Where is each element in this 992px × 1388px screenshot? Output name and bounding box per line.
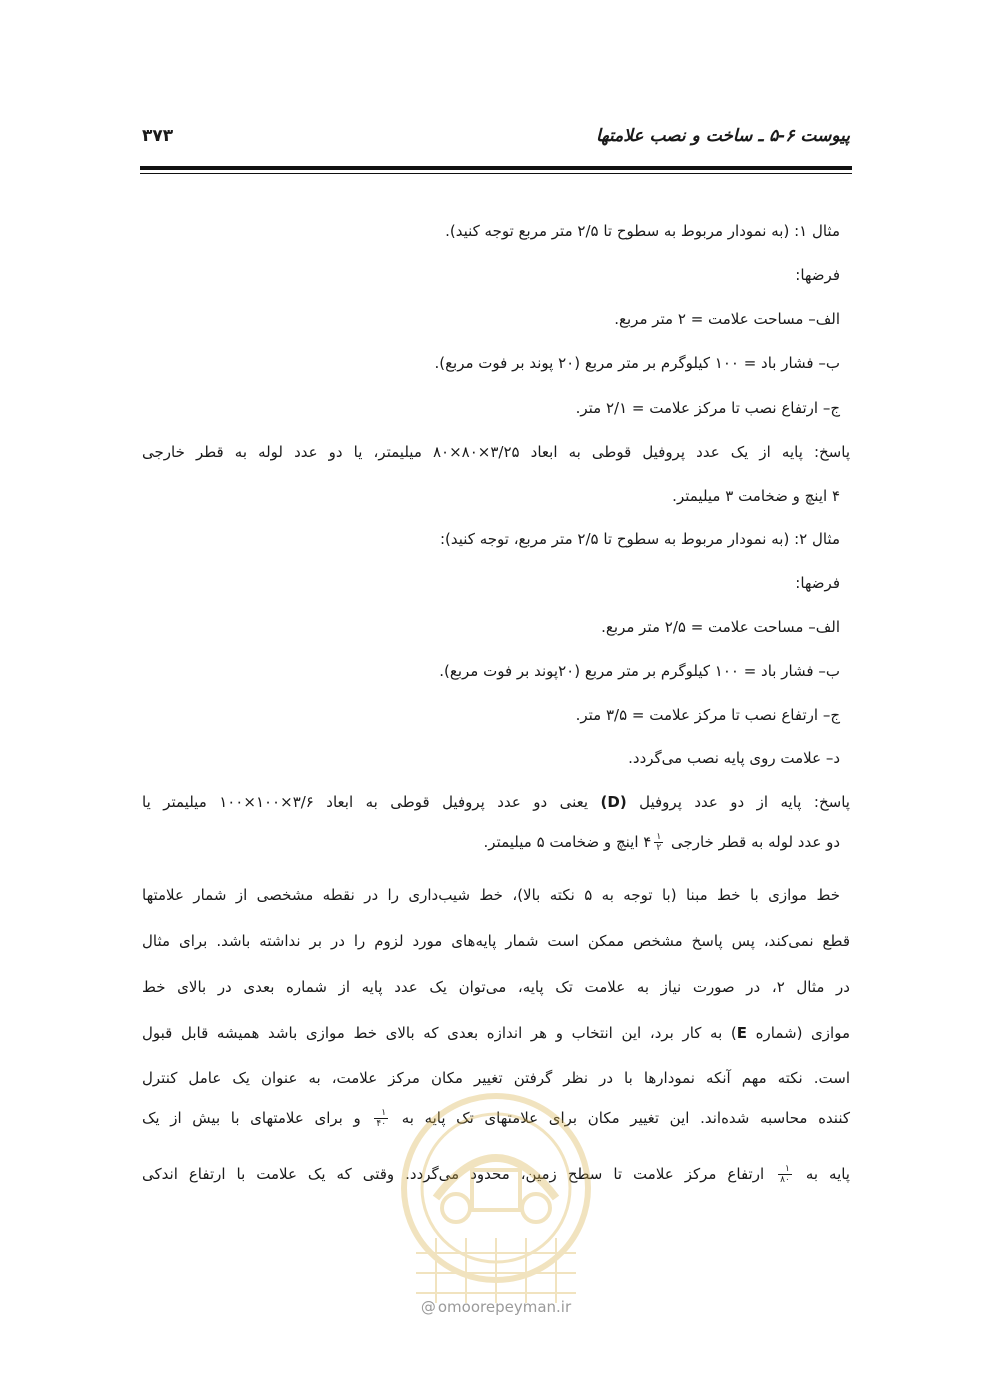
paragraph-line3: در مثال ۲، در صورت نیاز به علامت تک پایه، می‌توان یک عدد پایه از شماره بعدی در بالای خط — [142, 978, 850, 996]
footer-website — [0, 1298, 992, 1316]
paragraph-line4 — [142, 1021, 850, 1045]
header-rule-thick — [140, 166, 852, 170]
running-header-title: پیوست ۶-۵ ـ ساخت و نصب علامتها — [596, 126, 850, 146]
footer-website-text: omoorepeyman.ir — [437, 1298, 572, 1316]
example2-answer-line2 — [484, 830, 841, 854]
header-rule-thin — [140, 173, 852, 174]
paragraph-line4-post: ) به کار برد، این انتخاب و هر اندازه بعدی که بالای خط موازی باشد همیشه قابل قبول — [142, 1024, 737, 1042]
example2-title: مثال ۲: (به نمودار مربوط به سطوح تا ۲/۵ متر مربع، توجه کنید): — [439, 530, 840, 548]
example2-answer-line2-post: اینچ و ضخامت ۵ میلیمتر. — [483, 833, 639, 851]
example2-answer-line2-whole: ۴ — [643, 833, 652, 851]
example1-assumption-c: ج– ارتفاع نصب تا مرکز علامت = ۲/۱ متر. — [575, 399, 840, 417]
example2-assumption-c: ج– ارتفاع نصب تا مرکز علامت = ۳/۵ متر. — [575, 706, 840, 724]
number-code-e: E — [736, 1024, 748, 1042]
example2-answer-line2-pre: دو عدد لوله به قطر خارجی — [670, 833, 840, 851]
paragraph-line5: است. نکته مهم آنکه نمودارها با در نظر گرفتن تغییر مکان مرکز علامت، به عنوان یک عامل کنترل — [142, 1069, 850, 1087]
paragraph-line7 — [142, 1162, 850, 1186]
fraction-one-fortieth: $\frac{۱}{۴۰}$ — [376, 1108, 387, 1129]
fraction-half: $\frac{۱}{۲}$ — [656, 832, 662, 853]
paragraph-line7-post: ارتفاع مرکز علامت تا سطح زمین، محدود می‌گردد. وقتی که یک علامت با ارتفاع اندکی — [142, 1165, 765, 1183]
paragraph-line6-post: و برای علامتهای با بیش از یک — [142, 1109, 361, 1127]
at-icon: @ — [420, 1298, 436, 1316]
paragraph-line4-pre: موازی (شماره — [755, 1024, 850, 1042]
example1-answer-line1: پاسخ: پایه از یک عدد پروفیل قوطی به ابعاد ۳/۲۵×۸۰×۸۰ میلیمتر، یا دو عدد لوله به قطر خارجی — [142, 443, 850, 461]
paragraph-line6 — [142, 1106, 850, 1130]
example1-title: مثال ۱: (به نمودار مربوط به سطوح تا ۲/۵ متر مربع توجه کنید). — [445, 222, 840, 240]
profile-code-d: (D) — [600, 793, 627, 811]
example2-answer-line1-post: یعنی دو عدد پروفیل قوطی به ابعاد ۳/۶×۱۰۰×۱۰۰ میلیمتر یا — [142, 793, 589, 811]
example2-assumption-b: ب– فشار باد = ۱۰۰ کیلوگرم بر متر مربع (۲۰پوند بر فوت مربع). — [439, 662, 840, 680]
paragraph-line2: قطع نمی‌کند، پس پاسخ مشخص ممکن است شمار پایه‌های مورد لزوم را در بر نداشته باشد. برای مثال — [142, 932, 850, 950]
example1-assumption-a: الف– مساحت علامت = ۲ متر مربع. — [614, 310, 840, 328]
page-number: ۳۷۳ — [142, 126, 174, 146]
example2-assumption-a: الف– مساحت علامت = ۲/۵ متر مربع. — [601, 618, 840, 636]
example1-assumption-b: ب– فشار باد = ۱۰۰ کیلوگرم بر متر مربع (۲۰ پوند بر فوت مربع). — [434, 354, 840, 372]
example2-answer-line1 — [142, 790, 850, 814]
paragraph-line6-pre: کننده محاسبه شده‌اند. این تغییر مکان برای علامتهای تک پایه به — [401, 1109, 851, 1127]
paragraph-line1: خط موازی با خط مبنا (با توجه به ۵ نکته بالا)، خط شیب‌داری را در نقطه مشخصی از شمار علامتها — [142, 886, 840, 904]
example1-answer-line2: ۴ اینچ و ضخامت ۳ میلیمتر. — [672, 487, 840, 505]
example1-assumptions-label: فرضها: — [795, 266, 840, 284]
example2-assumptions-label: فرضها: — [795, 574, 840, 592]
paragraph-line7-pre: پایه به — [805, 1165, 850, 1183]
fraction-one-eightieth: $\frac{۱}{۸۰}$ — [780, 1164, 790, 1185]
example2-answer-line1-pre: پاسخ: پایه از دو عدد پروفیل — [639, 793, 850, 811]
example2-assumption-d: د– علامت روی پایه نصب می‌گردد. — [628, 749, 840, 767]
